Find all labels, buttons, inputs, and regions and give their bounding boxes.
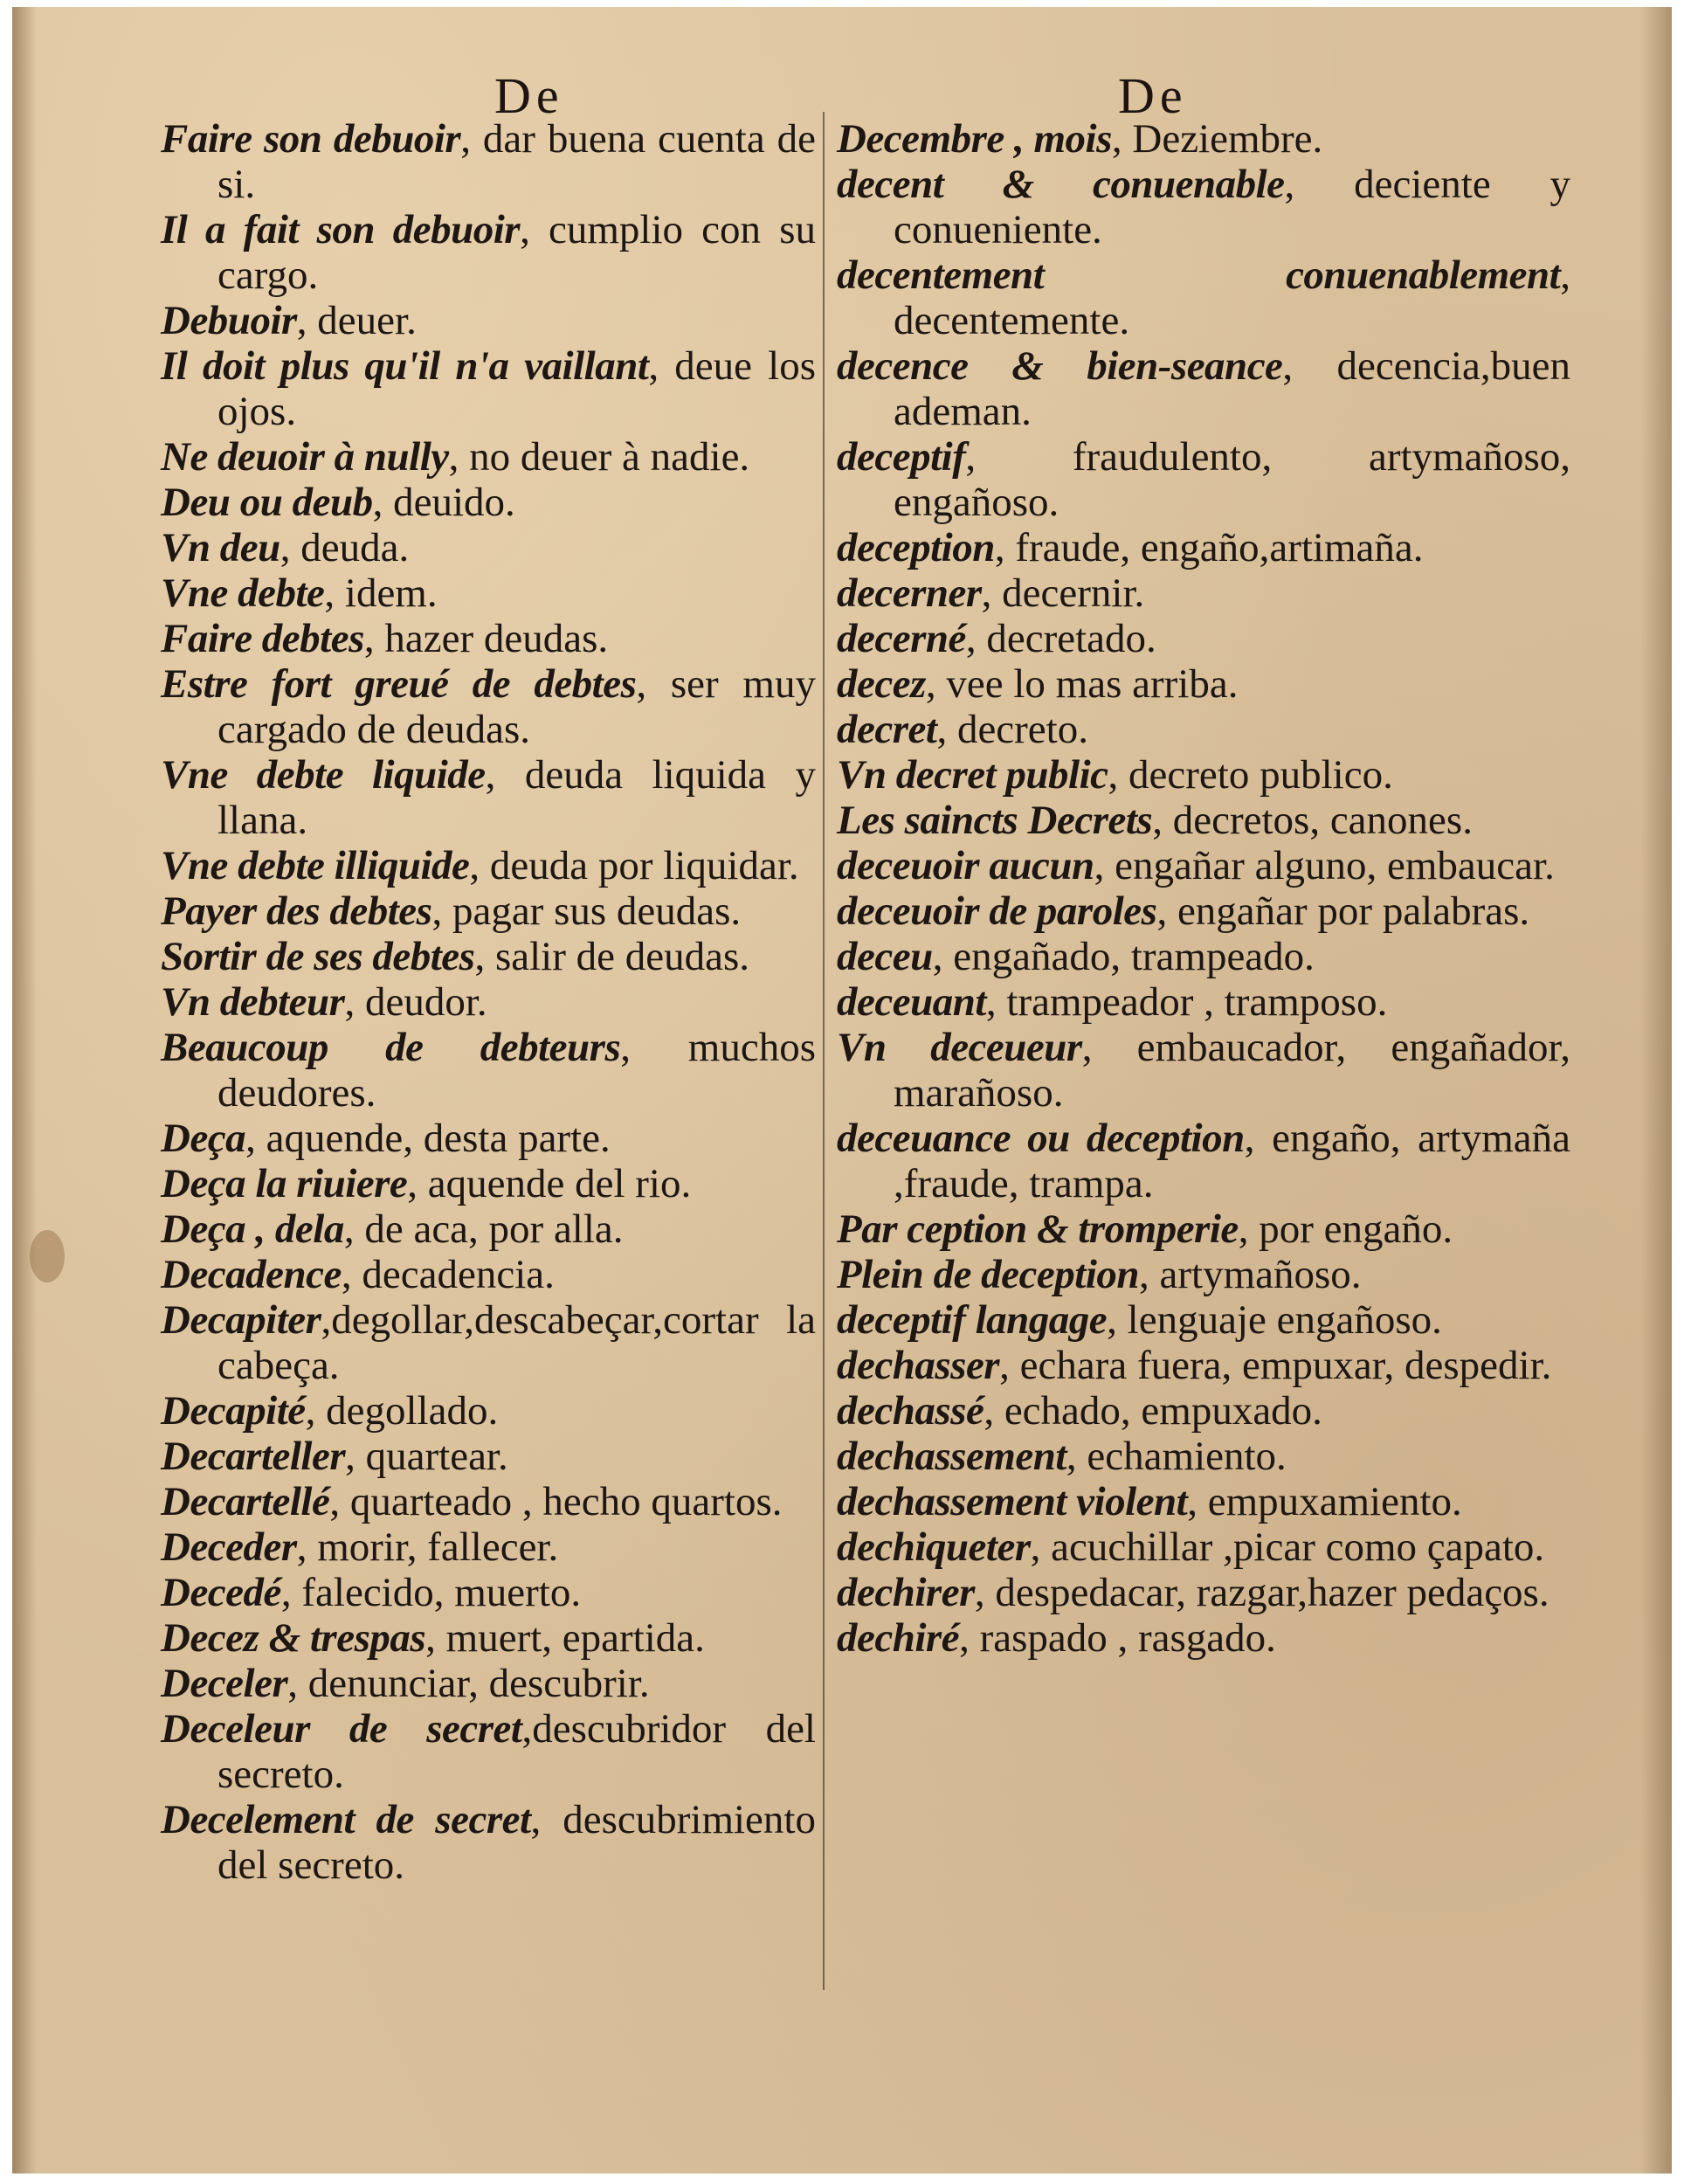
entry-translation: , muchos deudores. [217, 1025, 816, 1116]
entry-translation: , engaño, artymaña ,fraude, trampa. [894, 1116, 1571, 1206]
dictionary-entry [161, 1206, 816, 1252]
dictionary-entry [161, 1025, 816, 1116]
entry-headword: Par ception & tromperie [837, 1206, 1239, 1252]
entry-translation: , decreto. [936, 707, 1088, 752]
entry-headword: Il a fait son debuoir [161, 207, 521, 252]
dictionary-entry [837, 1116, 1570, 1206]
entry-headword: decez [837, 661, 926, 707]
dictionary-entry [837, 1206, 1570, 1252]
entry-headword: deceptif langage [837, 1297, 1108, 1343]
entry-translation: , hazer deudas. [363, 616, 609, 661]
entry-translation: , degollado. [305, 1388, 499, 1434]
entry-translation: , deuer. [296, 298, 417, 343]
dictionary-entry [161, 480, 816, 525]
dictionary-entry [161, 343, 816, 434]
entry-headword: Decelement de secret [161, 1797, 531, 1842]
entry-headword: Vn deceueur [837, 1025, 1082, 1070]
entry-headword: Decadence [161, 1252, 342, 1297]
entry-translation: , despedacar, razgar,hazer pedaços. [974, 1570, 1549, 1615]
entry-translation: , de aca, por alla. [343, 1206, 624, 1252]
dictionary-entry [837, 116, 1570, 162]
dictionary-entry [161, 1570, 816, 1615]
entry-headword: Vn decret public [837, 752, 1108, 798]
entry-headword: decerner [837, 570, 982, 616]
entry-headword: Decembre , mois [837, 116, 1112, 162]
entry-translation: ,degollar,descabeçar,cortar la cabeça. [217, 1297, 816, 1388]
entry-headword: Vn debteur [161, 979, 345, 1025]
dictionary-entry [837, 1025, 1570, 1116]
entry-headword: Deça , dela [161, 1206, 344, 1252]
running-header-right: De [1118, 67, 1188, 124]
entry-headword: Il doit plus qu'il n'a vaillant [161, 343, 649, 389]
entry-headword: Decedé [161, 1570, 281, 1615]
dictionary-entry [837, 1252, 1570, 1297]
right-column [837, 116, 1570, 1661]
dictionary-entry [837, 525, 1570, 570]
entry-translation: , pagar sus deudas. [431, 888, 742, 934]
entry-headword: Faire son debuoir [161, 116, 461, 162]
dictionary-entry [837, 1297, 1570, 1343]
dictionary-entry [837, 616, 1570, 661]
dictionary-entry [161, 888, 816, 934]
dictionary-entry [161, 979, 816, 1025]
dictionary-entry [161, 1161, 816, 1206]
page-edge-shadow-left [12, 7, 37, 2174]
dictionary-entry [837, 1388, 1570, 1434]
dictionary-entry [837, 570, 1570, 616]
entry-headword: Vne debte illiquide [161, 843, 470, 888]
entry-headword: decence & bien-seance [837, 343, 1283, 389]
dictionary-entry [837, 934, 1570, 979]
entry-translation: , morir, fallecer. [296, 1524, 559, 1570]
entry-headword: Decapité [161, 1388, 306, 1434]
entry-translation: , decernir. [981, 570, 1145, 616]
dictionary-entry [161, 570, 816, 616]
entry-translation: , ser muy cargado de deudas. [217, 661, 816, 752]
entry-translation: , aquende, desta parte. [245, 1116, 611, 1161]
entry-headword: dechiré [837, 1615, 960, 1661]
entry-translation: , deuido. [372, 480, 515, 525]
entry-translation: , cumplio con su cargo. [217, 207, 816, 298]
dictionary-entry [837, 843, 1570, 888]
dictionary-entry [837, 1343, 1570, 1388]
dictionary-entry [161, 434, 816, 480]
entry-headword: Vne debte liquide [161, 752, 486, 798]
entry-translation: , por engaño. [1238, 1206, 1453, 1252]
dictionary-entry [161, 525, 816, 570]
entry-headword: Deceler [161, 1661, 288, 1706]
entry-headword: Deça la riuiere [161, 1161, 408, 1206]
dictionary-entry [161, 1661, 816, 1706]
entry-translation: , quartear. [345, 1434, 508, 1479]
dictionary-entry [161, 1524, 816, 1570]
entry-headword: dechassement violent [837, 1479, 1188, 1524]
dictionary-entry [161, 752, 816, 843]
paper-stain [30, 1230, 65, 1282]
dictionary-entry [161, 1388, 816, 1434]
entry-translation: , acuchillar ,picar como çapato. [1030, 1524, 1545, 1570]
entry-translation: , raspado , rasgado. [959, 1615, 1276, 1661]
dictionary-entry [837, 798, 1570, 843]
entry-translation: , deuda liquida y llana. [217, 752, 816, 843]
entry-translation: , fraudulento, artymañoso, engañoso. [894, 434, 1570, 525]
dictionary-entry [837, 1479, 1570, 1524]
page-edge-shadow-right [1640, 7, 1672, 2174]
entry-headword: Payer des debtes [161, 888, 432, 934]
entry-headword: Vn deu [161, 525, 280, 570]
entry-translation: , artymañoso. [1139, 1252, 1362, 1297]
entry-translation: , engañar alguno, embaucar. [1094, 843, 1555, 888]
dictionary-entry [161, 1615, 816, 1661]
entry-translation: , dar buena cuenta de si. [217, 116, 816, 207]
entry-translation: , falecido, muerto. [280, 1570, 582, 1615]
dictionary-entry [837, 343, 1570, 434]
column-divider [823, 112, 825, 1990]
dictionary-entry [161, 1116, 816, 1161]
entry-translation: , descubrimiento del secreto. [217, 1797, 816, 1888]
entry-headword: Decarteller [161, 1434, 346, 1479]
entry-translation: , lenguaje engañoso. [1107, 1297, 1442, 1343]
dictionary-entry [837, 752, 1570, 798]
entry-translation: , decadencia. [341, 1252, 555, 1297]
entry-translation: , Deziembre. [1111, 116, 1323, 162]
dictionary-entry [837, 252, 1570, 343]
dictionary-entry [161, 1434, 816, 1479]
dictionary-entry [837, 1615, 1570, 1661]
entry-headword: deceuoir aucun [837, 843, 1094, 888]
book-page [12, 7, 1672, 2174]
dictionary-entry [837, 1570, 1570, 1615]
entry-translation: , decencia,buen ademan. [894, 343, 1570, 434]
running-header-left: De [494, 67, 564, 124]
dictionary-entry [161, 1297, 816, 1388]
entry-translation: , aquende del rio. [407, 1161, 692, 1206]
entry-translation: , muert, epartida. [425, 1615, 705, 1661]
dictionary-entry [161, 934, 816, 979]
entry-translation: , engañar por palabras. [1156, 888, 1530, 934]
entry-headword: dechassé [837, 1388, 984, 1434]
entry-headword: Decapiter [161, 1297, 321, 1343]
entry-headword: deceuance ou deception [837, 1116, 1245, 1161]
entry-headword: deceuant [837, 979, 986, 1025]
dictionary-entry [837, 1434, 1570, 1479]
entry-headword: Deu ou deub [161, 480, 373, 525]
entry-translation: , engañado, trampeado. [932, 934, 1315, 979]
entry-translation: , deudor. [344, 979, 487, 1025]
entry-headword: decent & conuenable [837, 162, 1285, 207]
entry-headword: Deceleur de secret [161, 1706, 522, 1752]
entry-translation: , deciente y conueniente. [894, 162, 1570, 252]
entry-headword: Deceder [161, 1524, 297, 1570]
dictionary-entry [837, 979, 1570, 1025]
entry-translation: , fraude, engaño,artimaña. [994, 525, 1424, 570]
entry-headword: Decartellé [161, 1479, 330, 1524]
entry-headword: deceptif [837, 434, 966, 480]
entry-translation: , embaucador, engañador, marañoso. [894, 1025, 1571, 1116]
dictionary-entry [161, 1479, 816, 1524]
entry-translation: , decretos, canones. [1152, 798, 1473, 843]
dictionary-entry [837, 888, 1570, 934]
entry-headword: decerné [837, 616, 966, 661]
entry-translation: ,descubridor del secreto. [217, 1706, 816, 1797]
entry-translation: , deuda por liquidar. [469, 843, 799, 888]
entry-headword: Plein de deception [837, 1252, 1140, 1297]
entry-headword: decret [837, 707, 937, 752]
dictionary-entry [161, 1797, 816, 1888]
entry-translation: , decreto publico. [1108, 752, 1393, 798]
dictionary-entry [161, 207, 816, 298]
entry-translation: , no deuer à nadie. [448, 434, 750, 480]
entry-translation: , decretado. [965, 616, 1156, 661]
dictionary-entry [161, 661, 816, 752]
entry-translation: , denunciar, descubrir. [287, 1661, 650, 1706]
entry-headword: Faire debtes [161, 616, 364, 661]
entry-translation: , echamiento. [1066, 1434, 1287, 1479]
dictionary-entry [837, 707, 1570, 752]
entry-headword: Sortir de ses debtes [161, 934, 475, 979]
entry-headword: Decez & trespas [161, 1615, 426, 1661]
dictionary-entry [161, 843, 816, 888]
dictionary-entry [837, 162, 1570, 252]
dictionary-entry [837, 1524, 1570, 1570]
entry-headword: deceu [837, 934, 933, 979]
dictionary-entry [837, 661, 1570, 707]
entry-translation: , decentemente. [894, 252, 1570, 343]
entry-translation: , deuda. [280, 525, 410, 570]
entry-translation: , quarteado , hecho quartos. [329, 1479, 783, 1524]
entry-translation: , echara fuera, empuxar, despedir. [999, 1343, 1552, 1388]
entry-headword: Deça [161, 1116, 246, 1161]
entry-headword: dechirer [837, 1570, 975, 1615]
entry-headword: Beaucoup de debteurs [161, 1025, 621, 1070]
entry-headword: dechiqueter [837, 1524, 1031, 1570]
entry-headword: decentement conuenablement [837, 252, 1561, 298]
entry-headword: deception [837, 525, 995, 570]
entry-headword: Vne debte [161, 570, 325, 616]
dictionary-entry [161, 1706, 816, 1797]
entry-translation: , idem. [324, 570, 438, 616]
entry-translation: , echado, empuxado. [983, 1388, 1322, 1434]
entry-headword: deceuoir de paroles [837, 888, 1157, 934]
entry-headword: Ne deuoir à nully [161, 434, 449, 480]
entry-translation: , trampeador , tramposo. [985, 979, 1388, 1025]
entry-headword: Les saincts Decrets [837, 798, 1153, 843]
entry-translation: , vee lo mas arriba. [925, 661, 1239, 707]
dictionary-entry [161, 298, 816, 343]
entry-headword: Estre fort greué de debtes [161, 661, 637, 707]
entry-translation: , deue los ojos. [217, 343, 816, 434]
dictionary-entry [161, 116, 816, 207]
entry-translation: , salir de deudas. [474, 934, 750, 979]
entry-translation: , empuxamiento. [1187, 1479, 1462, 1524]
dictionary-entry [161, 1252, 816, 1297]
entry-headword: Debuoir [161, 298, 297, 343]
dictionary-entry [837, 434, 1570, 525]
dictionary-entry [161, 616, 816, 661]
left-column [161, 116, 816, 1888]
entry-headword: dechasser [837, 1343, 1000, 1388]
entry-headword: dechassement [837, 1434, 1066, 1479]
